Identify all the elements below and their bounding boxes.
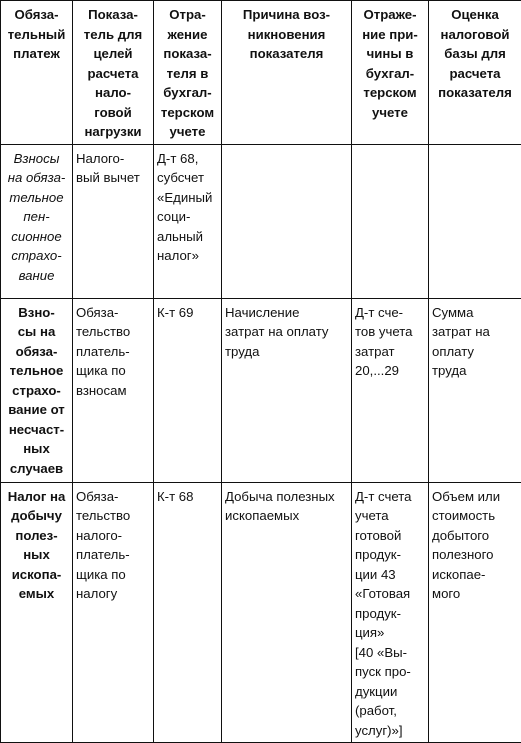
cell-payment: Взносы на обяза- тельное пен- сионное страхо- вание bbox=[1, 144, 73, 298]
cell-reason-accounting: Д-т счета учета готовой продук- ции 43 «Готовая продук- ция» [40 «Вы- пуск про- дукции (работ, услуг)»] bbox=[352, 482, 429, 743]
cell-reason-accounting: Д-т сче- тов учета затрат 20,...29 bbox=[352, 298, 429, 482]
cell-accounting: К-т 68 bbox=[154, 482, 222, 743]
cell-reason-accounting bbox=[352, 144, 429, 298]
cell-payment: Взно- сы на обяза- тельное страхо- вание от несчаст- ных случаев bbox=[1, 298, 73, 482]
header-accounting: Отра- жение показа- теля в бухгал- терском учете bbox=[154, 1, 222, 145]
cell-tax-base: Объем или стоимость добытого полезного ископае- мого bbox=[429, 482, 521, 743]
table-row bbox=[1, 298, 521, 482]
cell-tax-base: Сумма затрат на оплату труда bbox=[429, 298, 521, 482]
header-reason-accounting: Отраже- ние при- чины в бухгал- терском учете bbox=[352, 1, 429, 145]
cell-indicator: Налого- вый вычет bbox=[73, 144, 154, 298]
cell-indicator: Обяза- тельство платель- щика по взносам bbox=[73, 298, 154, 482]
header-reason: Причина воз- никновения показателя bbox=[222, 1, 352, 145]
cell-accounting: К-т 69 bbox=[154, 298, 222, 482]
cell-reason: Добыча полезных ископаемых bbox=[222, 482, 352, 743]
table-row bbox=[1, 144, 521, 298]
cell-payment: Налог на добычу полез- ных ископа- емых bbox=[1, 482, 73, 743]
table-header-row bbox=[1, 1, 521, 145]
cell-indicator: Обяза- тельство налого- платель- щика по налогу bbox=[73, 482, 154, 743]
cell-reason bbox=[222, 144, 352, 298]
cell-tax-base bbox=[429, 144, 521, 298]
cell-reason: Начисление затрат на оплату труда bbox=[222, 298, 352, 482]
header-indicator: Показа- тель для целей расчета нало- говой нагрузки bbox=[73, 1, 154, 145]
table-row bbox=[1, 482, 521, 743]
header-tax-base: Оценка налоговой базы для расчета показателя bbox=[429, 1, 521, 145]
cell-accounting: Д-т 68, субсчет «Единый соци- альный налог» bbox=[154, 144, 222, 298]
header-payment: Обяза- тельный платеж bbox=[1, 1, 73, 145]
